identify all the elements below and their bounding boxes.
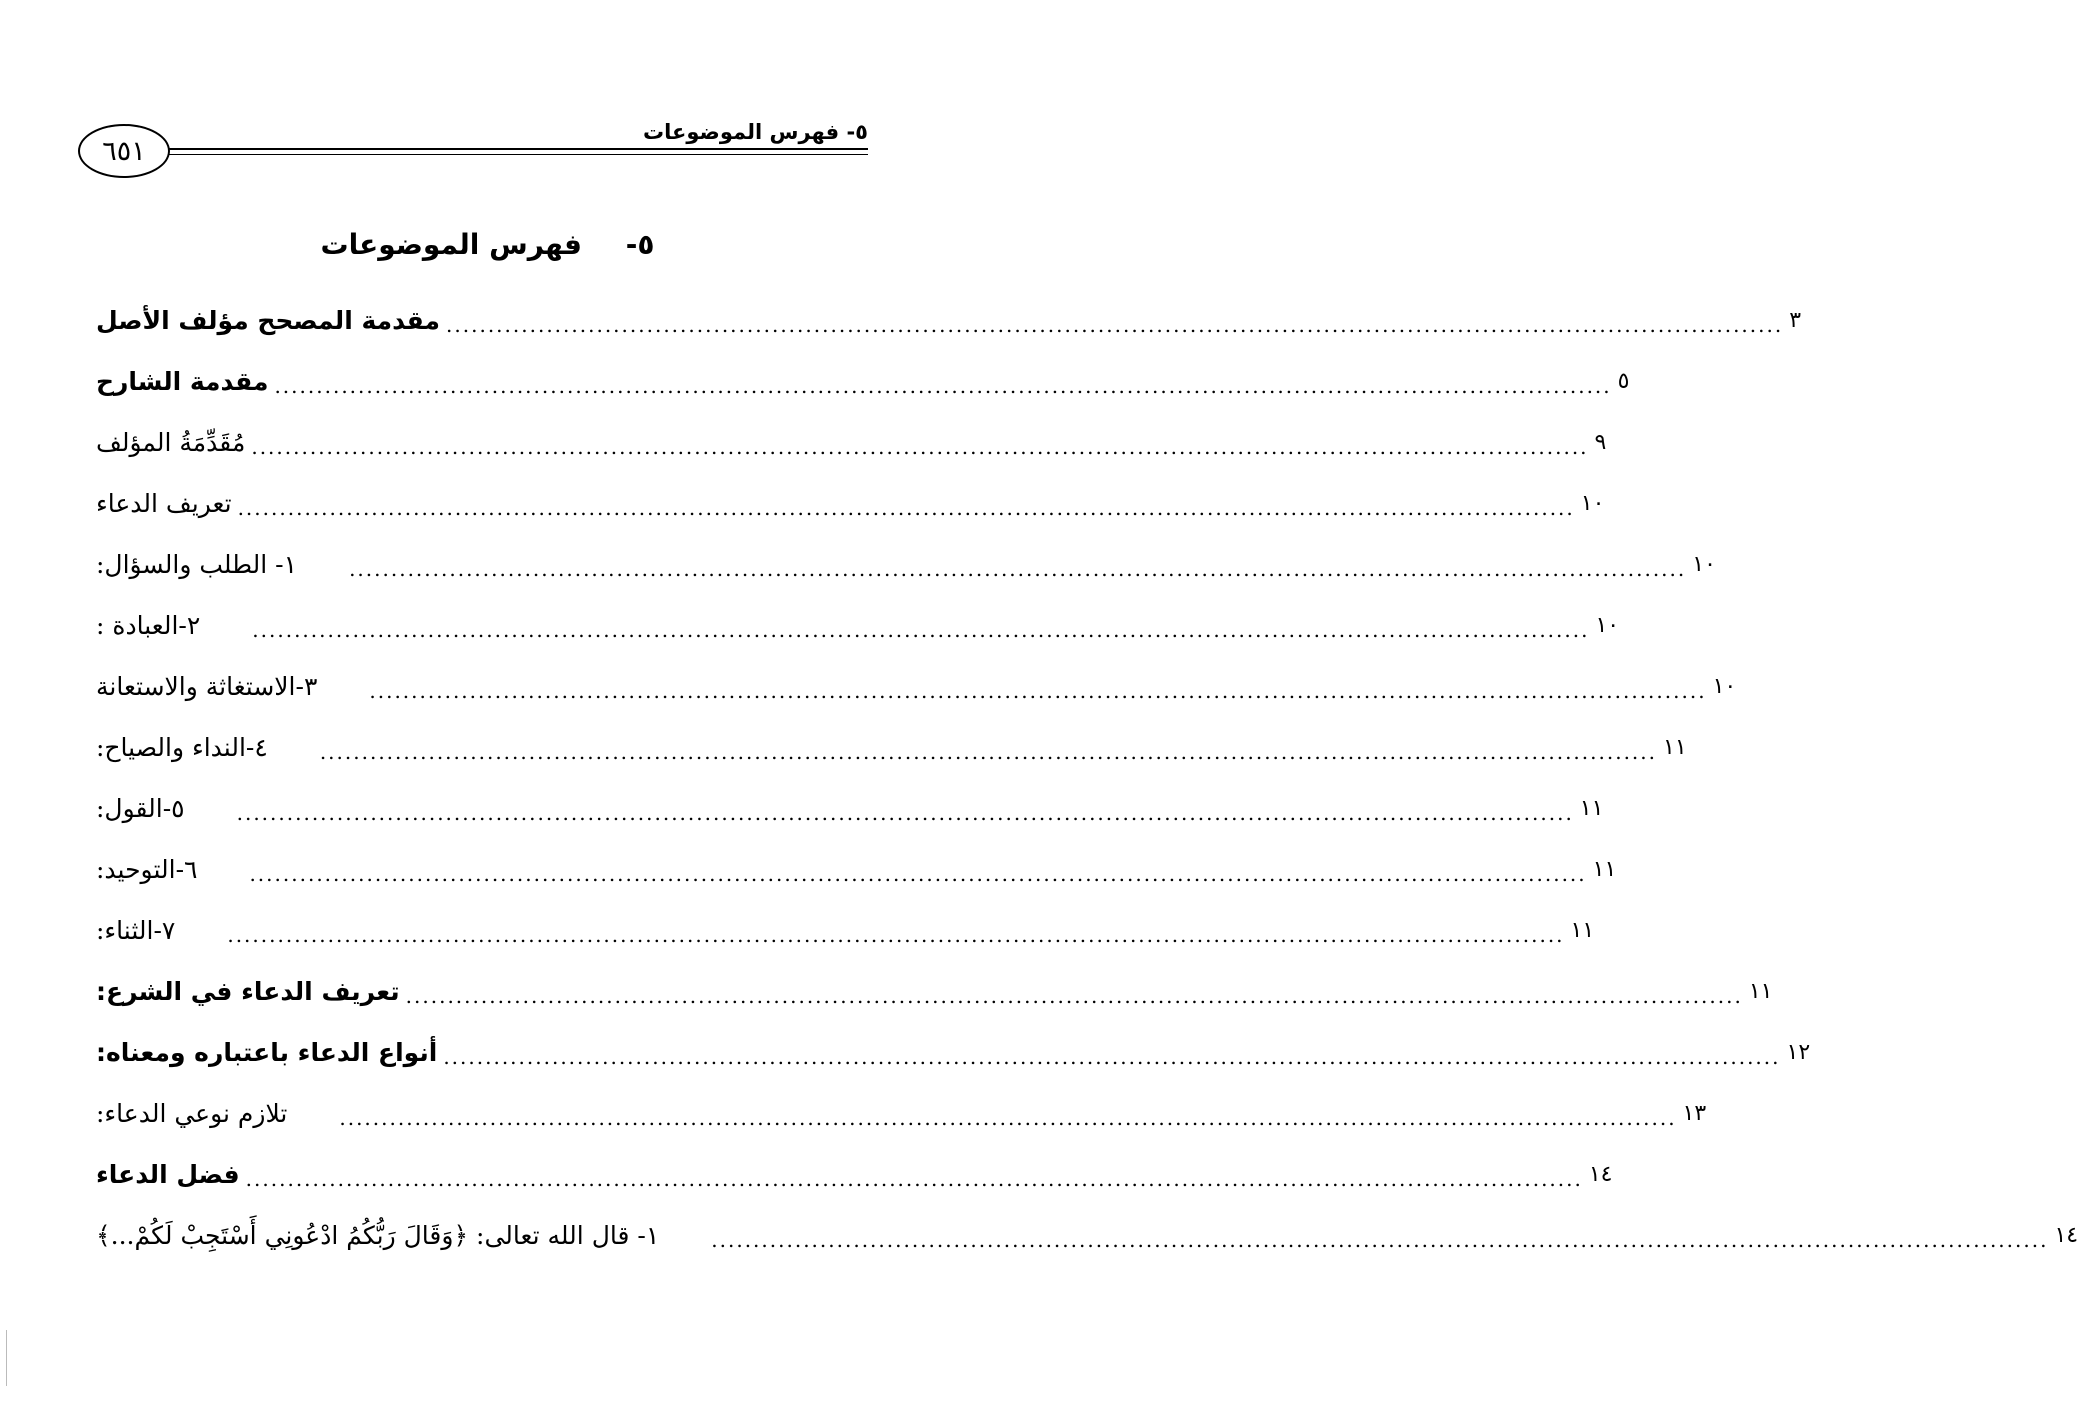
running-title: ٥- فهرس الموضوعات bbox=[643, 120, 868, 144]
toc-dot-leader: ................................................................................................................................................................ bbox=[274, 373, 1612, 398]
index-title-text: فهرس الموضوعات bbox=[320, 228, 582, 261]
toc-entry-title: ٣-الاستغاثة والاستعانة bbox=[96, 672, 318, 701]
toc-entry-page: ١١ bbox=[1592, 857, 1617, 882]
toc-entry-title: تعريف الدعاء bbox=[96, 489, 232, 518]
toc-entry-page: ٣ bbox=[1789, 308, 1802, 333]
toc-dot-leader: ................................................................................................................................................................ bbox=[369, 678, 1707, 703]
toc-entry-page: ١٤ bbox=[2054, 1223, 2078, 1248]
toc-entry bbox=[92, 1205, 2078, 1266]
toc-entry bbox=[92, 778, 1604, 839]
toc-dot-leader: ................................................................................................................................................................ bbox=[319, 739, 1657, 764]
toc-entry bbox=[92, 473, 1605, 534]
toc-entry bbox=[92, 351, 1630, 412]
toc-entry bbox=[92, 717, 1687, 778]
toc-entry-title: مقدمة المصحح مؤلف الأصل bbox=[96, 306, 441, 335]
toc-entry bbox=[92, 656, 1737, 717]
toc-entry bbox=[92, 900, 1595, 961]
toc-entry-title: ٢-العبادة : bbox=[96, 611, 201, 640]
toc-entry-page: ١٤ bbox=[1588, 1162, 1613, 1187]
toc-entry bbox=[92, 839, 1617, 900]
toc-entry-page: ٥ bbox=[1617, 369, 1630, 394]
toc-entry-title: ٥-القول: bbox=[96, 794, 185, 823]
toc-dot-leader: ................................................................................................................................................................ bbox=[252, 617, 1590, 642]
toc-entry-page: ١١ bbox=[1748, 979, 1773, 1004]
toc-entry-title: تلازم نوعي الدعاء: bbox=[96, 1099, 288, 1128]
toc-entry-page: ١٠ bbox=[1580, 491, 1605, 516]
toc-entry-page: ١١ bbox=[1663, 735, 1687, 760]
toc-dot-leader: ................................................................................................................................................................ bbox=[251, 434, 1589, 459]
toc-dot-leader: ................................................................................................................................................................ bbox=[349, 556, 1687, 581]
header-rule-thin bbox=[168, 154, 868, 155]
toc-entry-page: ١٠ bbox=[1692, 552, 1716, 577]
toc-dot-leader: ................................................................................................................................................................ bbox=[227, 922, 1565, 947]
header-rule bbox=[168, 148, 868, 150]
toc-dot-leader: ................................................................................................................................................................ bbox=[236, 800, 1574, 825]
toc-dot-leader: ................................................................................................................................................................ bbox=[446, 312, 1784, 337]
index-title bbox=[0, 228, 975, 261]
page-header bbox=[78, 118, 868, 184]
toc-entry bbox=[92, 1083, 1707, 1144]
toc-entry-title: ٦-التوحيد: bbox=[96, 855, 198, 884]
toc-entry-title: مُقَدِّمَةُ المؤلف bbox=[96, 428, 246, 457]
toc-dot-leader: ................................................................................................................................................................ bbox=[443, 1044, 1781, 1069]
toc-dot-leader: ................................................................................................................................................................ bbox=[339, 1105, 1677, 1130]
toc-dot-leader: ................................................................................................................................................................ bbox=[249, 861, 1587, 886]
toc-entry bbox=[92, 1022, 1811, 1083]
toc-entry-title: ١- الطلب والسؤال: bbox=[96, 550, 298, 579]
toc-entry-title: تعريف الدعاء في الشرع: bbox=[96, 977, 400, 1006]
toc-entry-title: فضل الدعاء bbox=[96, 1160, 240, 1189]
toc-dot-leader: ................................................................................................................................................................ bbox=[245, 1166, 1583, 1191]
scan-edge-mark bbox=[6, 1330, 7, 1386]
toc-entry bbox=[92, 1144, 1613, 1205]
toc-entry bbox=[92, 412, 1607, 473]
page-number-oval: ٦٥١ bbox=[78, 124, 170, 178]
toc-entry bbox=[92, 534, 1716, 595]
toc-entry bbox=[92, 961, 1773, 1022]
toc-dot-leader: ................................................................................................................................................................ bbox=[405, 983, 1743, 1008]
table-of-contents bbox=[92, 290, 2078, 1266]
toc-dot-leader: ................................................................................................................................................................ bbox=[237, 495, 1575, 520]
toc-entry-page: ١٠ bbox=[1712, 674, 1737, 699]
index-title-number: ٥- bbox=[625, 228, 655, 261]
toc-entry-page: ١٠ bbox=[1595, 613, 1620, 638]
toc-entry bbox=[92, 595, 1620, 656]
toc-entry-page: ١٢ bbox=[1786, 1040, 1811, 1065]
toc-entry-page: ٩ bbox=[1594, 430, 1607, 455]
toc-entry-title: ٧-الثناء: bbox=[96, 916, 176, 945]
toc-entry-page: ١١ bbox=[1570, 918, 1595, 943]
toc-entry-title: مقدمة الشارح bbox=[96, 367, 269, 396]
toc-entry-title: ١- قال الله تعالى: ﴿وَقَالَ رَبُّكُمُ ادْعُونِي أَسْتَجِبْ لَكُمْ...﴾ bbox=[96, 1221, 660, 1250]
toc-entry-page: ١١ bbox=[1579, 796, 1604, 821]
toc-entry-page: ١٣ bbox=[1682, 1101, 1707, 1126]
toc-dot-leader: ................................................................................................................................................................ bbox=[711, 1227, 2049, 1252]
toc-entry-title: أنواع الدعاء باعتباره ومعناه: bbox=[96, 1038, 438, 1067]
toc-entry-title: ٤-النداء والصياح: bbox=[96, 733, 268, 762]
toc-entry bbox=[92, 290, 1802, 351]
